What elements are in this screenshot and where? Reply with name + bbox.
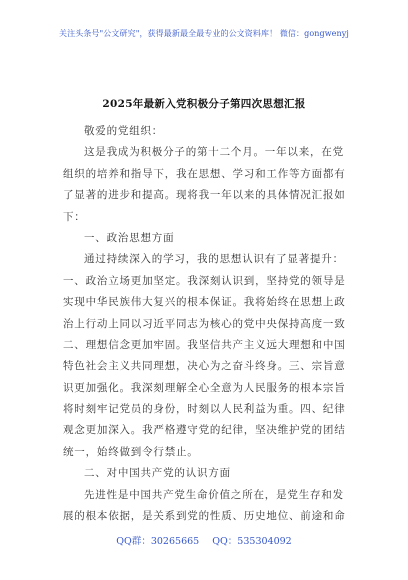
- paragraph-line: 实现中华民族伟大复兴的根本保证。我将始终在思想上政: [63, 296, 346, 309]
- section-heading: 一、政治思想方面: [84, 231, 175, 244]
- paragraph-line: 识更加强化。我深刻理解全心全意为人民服务的根本宗旨: [63, 381, 346, 394]
- paragraph-line: 将时刻牢记党员的身份，时刻以人民利益为重。四、纪律: [63, 403, 346, 416]
- paragraph-line: 一、政治立场更加坚定。我深刻认识到，坚持党的领导是: [63, 274, 346, 287]
- paragraph-line: 这是我成为积极分子的第十二个月。一年以来，在党: [84, 146, 344, 159]
- paragraph-line: 观念更加深入。我严格遵守党的纪律，坚决维护党的团结: [63, 424, 346, 437]
- qq-group-link[interactable]: QQ群：30265665: [116, 536, 200, 547]
- paragraph-line: 特色社会主义共同理想，决心为之奋斗终身。三、宗旨意: [63, 360, 346, 373]
- paragraph-line: 治上行动上同以习近平同志为核心的党中央保持高度一致: [63, 317, 346, 330]
- paragraph-line: 二、理想信念更加牢固。我坚信共产主义远大理想和中国: [63, 338, 346, 351]
- qq-contact-link[interactable]: QQ：535304092: [212, 536, 292, 547]
- paragraph-line: 通过持续深入的学习，我的思想认识有了显著提升：: [84, 253, 344, 266]
- section-heading: 二、对中国共产党的认识方面: [84, 467, 231, 480]
- paragraph-line: 统一，始终做到令行禁止。: [63, 445, 199, 458]
- footer-contact: [0, 533, 408, 547]
- salutation: 敬爱的党组织：: [84, 125, 164, 137]
- paragraph-line: 下：: [63, 210, 86, 223]
- paragraph-line: 组织的培养和指导下，我在思想、学习和工作等方面都有: [63, 167, 346, 180]
- document-title: 2025年最新入党积极分子第四次思想汇报: [102, 98, 306, 110]
- document-body: [63, 121, 351, 527]
- paragraph-line: 了显著的进步和提高。现将我一年以来的具体情况汇报如: [63, 189, 346, 202]
- header-banner[interactable]: 关注头条号"公文研究"，获得最新最全最专业的公文资料库！ 微信：gongwenyj: [59, 29, 349, 38]
- paragraph-line: 展的根本依据，是关系到党的性质、历史地位、前途和命: [63, 510, 346, 523]
- paragraph-line: 先进性是中国共产党生命价值之所在，是党生存和发: [84, 488, 344, 501]
